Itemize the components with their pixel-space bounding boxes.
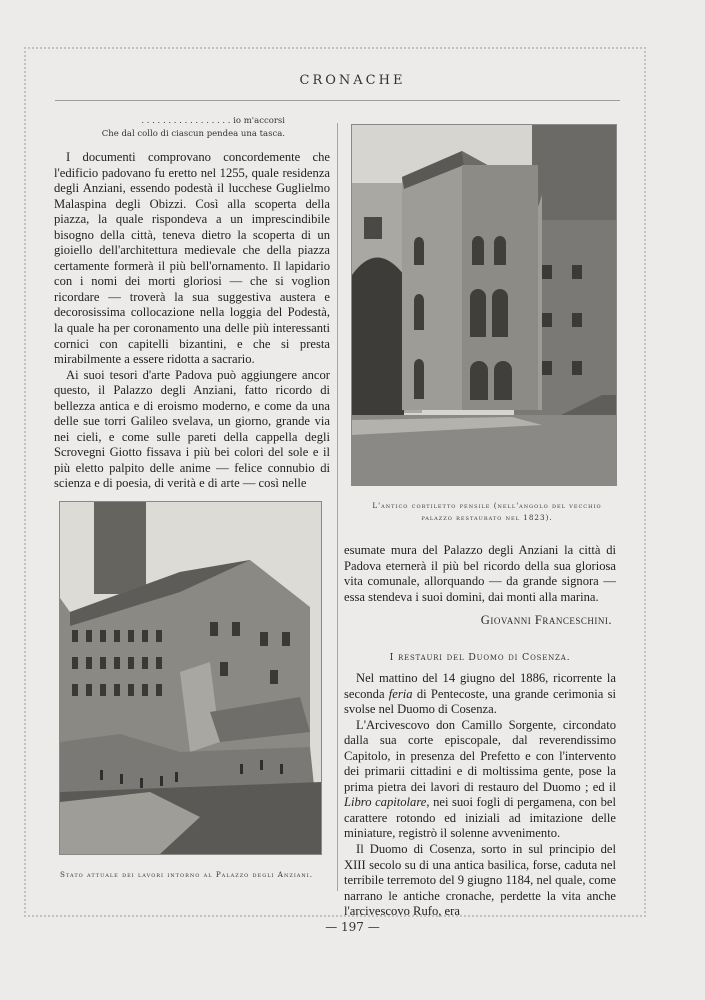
- construction-photo-illustration: [60, 502, 321, 854]
- section-title: I restauri del Duomo di Cosenza.: [389, 652, 571, 663]
- paragraph: [344, 671, 616, 718]
- article-body-left: [54, 150, 330, 492]
- construction-photo: [59, 501, 322, 855]
- paragraph: Ai suoi tesori d'arte Padova può aggiungere ancor questo, il Palazzo degli Anziani, fatto ricordo di bellezza antica e di eroismo moderno, e come da una delle sue torri Galileo svelava, un giorno, grande via nei cieli, e come sulle pareti della cappella degli Scrovegni Giotto fissava i più bei colori del sole e il più eletto palpito delle anime — felice connubio di scienza e di poesia, di verità e di arte — così nelle: [54, 367, 330, 491]
- paragraph: Il Duomo di Cosenza, sorto in sul principio del XIII secolo su di una antica basilica, forse, caduta nel terribile terremoto del 9 giugno 1184, nel quale, come narrano le antiche cronache, perdette la vita anche l'arcivescovo Rufo, era: [344, 842, 616, 919]
- italic-term: Libro capitolare: [344, 795, 427, 810]
- text-run: L'Arcivescovo don Camillo Sorgente, circondato dalla sua corte episcopale, dal reverendissimo Capitolo, in presenza del Prefetto e con l'intervento dei primarii cittadini e di moltissima gente, pose la prima pietra dei lavori di restauro del Duomo ; ed il: [344, 717, 616, 794]
- epigraph: [55, 115, 285, 141]
- epigraph-line: Che dal collo di ciascun pendea una tasca.: [101, 129, 285, 139]
- column-rule: [337, 123, 338, 891]
- paragraph: [344, 718, 616, 842]
- article-body-duomo: [344, 671, 616, 920]
- courtyard-photo-caption: L'antico cortiletto pensile (nell'angolo del vecchio palazzo restaurato nel 1823).: [372, 501, 602, 522]
- text-run: Nel mattino del 14 giugno del 1886, ricorrente la seconda: [344, 671, 616, 701]
- courtyard-photo: [351, 124, 617, 486]
- construction-photo-caption: Stato attuale dei lavori intorno al Palazzo degli Anziani.: [60, 870, 314, 879]
- text-run: di Pentecoste, una grande cerimonia si svolse nel Duomo di Cosenza.: [344, 686, 616, 717]
- paragraph: esumate mura del Palazzo degli Anziani la città di Padova eternerà il più bel ricordo della sua gloriosa vita comunale, allorquando — da grande signora — essa stendeva i suoi domini, dai monti alla marina.: [344, 543, 616, 604]
- text-run: , nei suoi fogli di pergamena, con bel carattere rotondo ed iniziali ad imitazione delle miniature, registrò il solenne avvenimento.: [344, 795, 616, 841]
- author-signature: Giovanni Franceschini.: [480, 613, 612, 627]
- page-number: — 197 —: [325, 920, 380, 934]
- running-head: CRONACHE: [299, 73, 406, 88]
- courtyard-photo-illustration: [352, 125, 616, 485]
- italic-term: feria: [388, 686, 413, 701]
- paragraph: I documenti comprovano concordemente che l'edificio padovano fu eretto nel 1255, quale residenza degli Anziani, essendo podestà il lucchese Guglielmo Malaspina degli Obizzi. Così alla scoperta della piazza, la quale rispondeva a un imprescindibile bisogno della città, teneva dietro la scoperta di un gioiello dell'architettura medievale che della piazza certamente formerà il più bell'ornamento. Il lapidario con i nomi dei morti gloriosi — che si voglion ricordare — troverà la sua suggestiva austera e decorosissima collocazione nella loggia del Podestà, la quale ha per coronamento una delle più interessanti cornici con capitelli bizantini, e che si presta mirabilmente a essere ridotta a sacrario.: [54, 150, 330, 367]
- header-rule: [55, 100, 620, 101]
- article-body-continuation: [344, 543, 616, 605]
- epigraph-line: . . . . . . . . . . . . . . . . . io m'accorsi: [141, 116, 285, 126]
